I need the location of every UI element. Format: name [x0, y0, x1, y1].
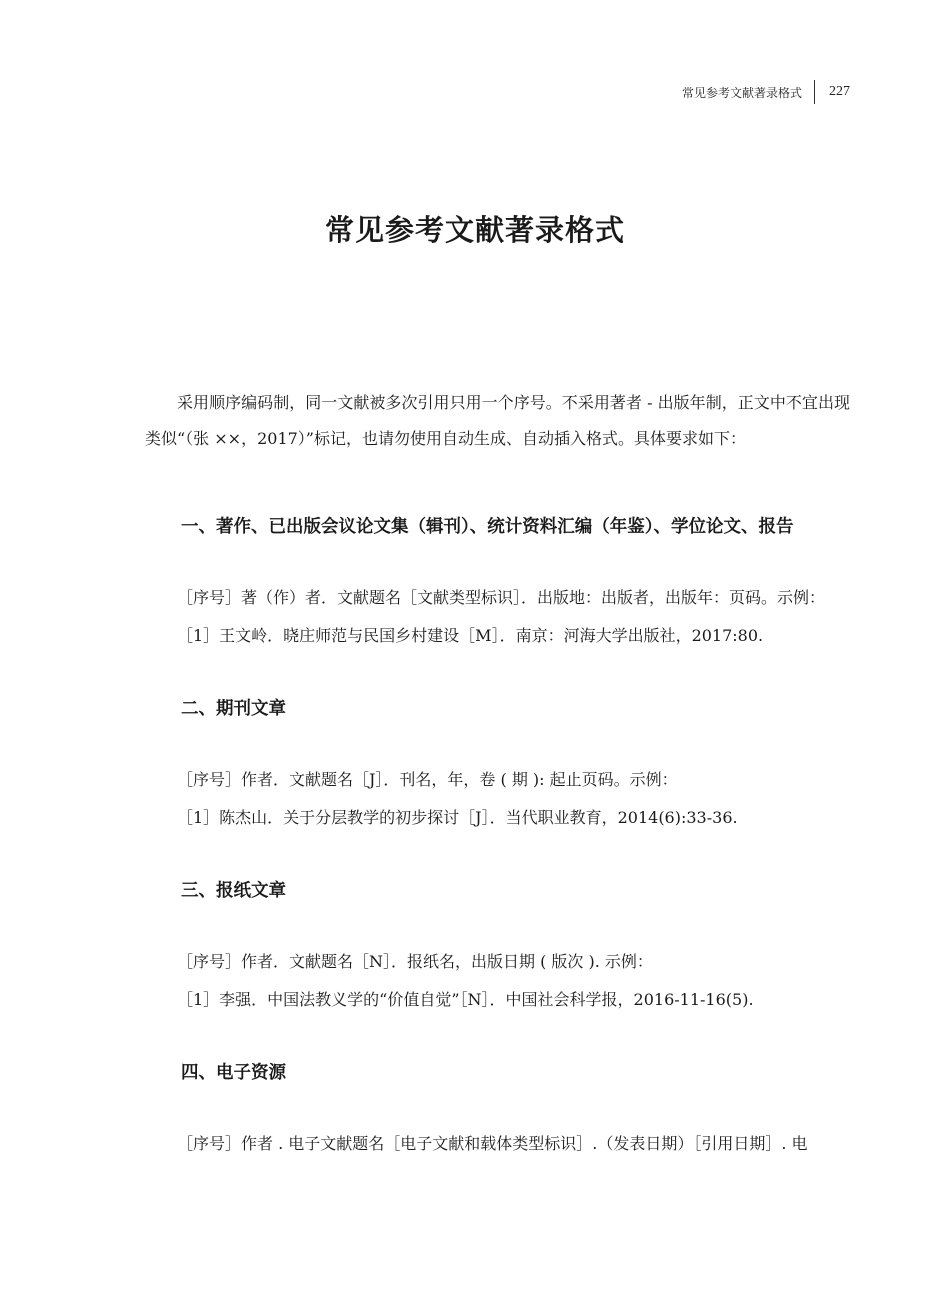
running-header [682, 80, 850, 104]
section-heading-electronic: 四、电子资源 [181, 1063, 286, 1083]
document-body [145, 385, 850, 1163]
running-title: 常见参考文献著录格式 [681, 85, 802, 100]
section-heading-books: 一、著作、已出版会议论文集（辑刊）、统计资料汇编（年鉴）、学位论文、报告 [181, 517, 794, 537]
intro-paragraph: 采用顺序编码制，同一文献被多次引用只用一个序号。不采用著者 - 出版年制，正文中不宜出现类似“（张 ××，2017）”标记，也请勿使用自动生成、自动插入格式。具体要求如下： [145, 393, 850, 448]
section-heading-newspapers: 三、报纸文章 [181, 881, 286, 901]
example-newspapers: ［1］李强．中国法教义学的“价值自觉”［N］．中国社会科学报，2016-11-16(5). [177, 990, 754, 1009]
example-journals: ［1］陈杰山．关于分层教学的初步探讨［J］．当代职业教育，2014(6):33-36. [177, 808, 738, 827]
format-newspapers: ［序号］作者．文献题名［N］．报纸名，出版日期 ( 版次 ). 示例： [177, 952, 653, 971]
header-divider [814, 80, 815, 104]
page-title: 常见参考文献著录格式 [324, 213, 625, 247]
format-journals: ［序号］作者．文献题名［J］．刊名，年，卷 ( 期 ): 起止页码。示例： [177, 770, 678, 789]
example-books: ［1］王文岭．晓庄师范与民国乡村建设［M］．南京：河海大学出版社，2017:80. [177, 626, 764, 645]
page-number: 227 [829, 84, 850, 99]
section-heading-journals: 二、期刊文章 [181, 699, 286, 719]
format-books: ［序号］著（作）者．文献题名［文献类型标识］．出版地：出版者，出版年：页码。示例： [177, 588, 826, 607]
format-electronic: ［序号］作者 . 电子文献题名［电子文献和载体类型标识］.（发表日期）［引用日期］. 电 [177, 1134, 808, 1153]
